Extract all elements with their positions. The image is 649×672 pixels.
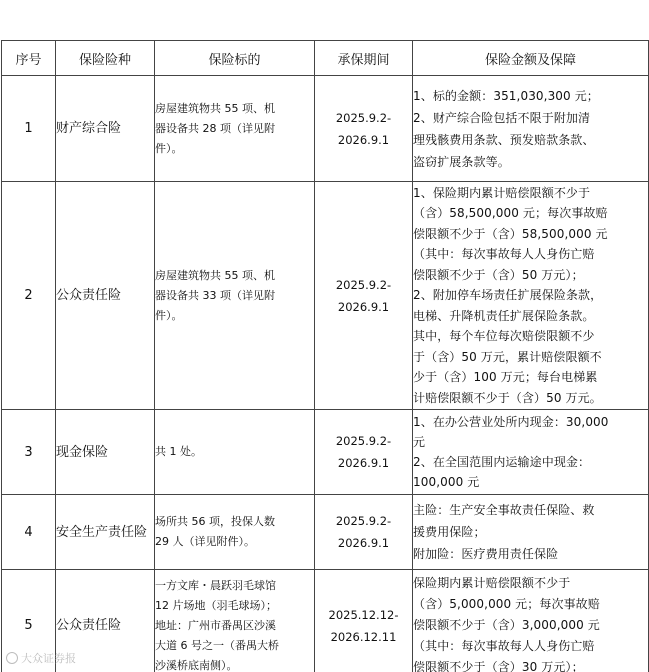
coverage-line: 计赔偿限额不少于（含）50 万元。 <box>413 390 602 405</box>
coverage-line: 少于（含）100 万元；每台电梯累 <box>413 370 598 385</box>
row-period <box>315 76 413 182</box>
period-end: 2026.9.1 <box>337 456 390 470</box>
header-period: 承保期间 <box>315 41 413 76</box>
row-index: 1 <box>2 76 56 182</box>
watermark <box>6 650 76 666</box>
row-subject <box>155 76 315 182</box>
coverage-line: 2、财产综合险包括不限于附加清 <box>413 110 591 125</box>
watermark-text: 大众证券报 <box>21 652 76 665</box>
row-coverage <box>413 410 649 495</box>
coverage-line: 其中，每个车位每次赔偿限额不少 <box>413 329 595 344</box>
subject-line: 29 人（详见附件）。 <box>155 535 255 548</box>
subject-line: 房屋建筑物共 55 项、机 <box>155 268 275 282</box>
coverage-line: 偿限额不少于（含）58,500,000 元 <box>413 226 608 241</box>
table-header-row <box>2 41 649 76</box>
row-coverage <box>413 76 649 182</box>
row-subject <box>155 182 315 410</box>
subject-line: 场所共 56 项，投保人数 <box>155 515 275 528</box>
coverage-line: 100,000 元 <box>413 475 480 489</box>
period-start: 2025.9.2- <box>335 434 392 448</box>
row-subject <box>155 570 315 672</box>
row-coverage <box>413 182 649 410</box>
row-index: 4 <box>2 495 56 570</box>
period-end: 2026.12.11 <box>330 629 397 644</box>
insurance-table <box>1 40 649 672</box>
table-row <box>2 182 649 410</box>
row-type: 财产综合险 <box>56 76 155 182</box>
period-end: 2026.9.1 <box>337 299 390 314</box>
row-type: 公众责任险 <box>56 182 155 410</box>
header-subject: 保险标的 <box>155 41 315 76</box>
period-start: 2025.9.2- <box>335 110 392 125</box>
coverage-line: 偿限额不少于（含）30 万元）； <box>413 660 584 672</box>
row-type: 现金保险 <box>56 410 155 495</box>
table-row <box>2 410 649 495</box>
period-start: 2025.9.2- <box>335 514 392 528</box>
subject-line: 大道 6 号之一（番禺大桥 <box>155 638 279 652</box>
coverage-line: 1、保险期内累计赔偿限额不少于 <box>413 185 591 200</box>
row-period <box>315 182 413 410</box>
row-type: 安全生产责任险 <box>56 495 155 570</box>
subject-line: 地址：广州市番禺区沙溪 <box>155 618 276 632</box>
row-type: 公众责任险 <box>56 570 155 672</box>
coverage-line: 偿限额不少于（含）3,000,000 元 <box>413 618 600 632</box>
subject-line: 件）。 <box>155 308 183 322</box>
coverage-line: 1、在办公营业处所内现金：30,000 <box>413 415 609 429</box>
period-end: 2026.9.1 <box>337 132 390 147</box>
coverage-line: （其中：每次事故每人人身伤亡赔 <box>413 247 595 262</box>
coverage-line: 1、标的金额：351,030,300 元； <box>413 88 599 103</box>
period-start: 2025.9.2- <box>335 277 392 292</box>
coverage-line: 理残骸费用条款、预发赔款条款、 <box>413 132 595 147</box>
subject-line: 共 1 处。 <box>155 445 202 458</box>
coverage-line: 盗窃扩展条款等。 <box>413 154 510 169</box>
subject-line: 器设备共 33 项（详见附 <box>155 288 275 302</box>
coverage-line: 主险：生产安全事故责任保险、救 <box>413 503 595 517</box>
row-subject <box>155 495 315 570</box>
coverage-line: 2、在全国范围内运输途中现金： <box>413 455 591 469</box>
subject-line: 件）。 <box>155 141 183 155</box>
row-index: 3 <box>2 410 56 495</box>
row-period <box>315 410 413 495</box>
subject-line: 12 片场地（羽毛球场）； <box>155 598 277 612</box>
table-row <box>2 76 649 182</box>
row-period <box>315 570 413 672</box>
coverage-line: 偿限额不少于（含）50 万元）； <box>413 267 584 282</box>
coverage-line: （含）5,000,000 元；每次事故赔 <box>413 597 600 611</box>
row-index: 5 <box>2 570 56 672</box>
header-type: 保险险种 <box>56 41 155 76</box>
coverage-line: 电梯、升降机责任扩展保险条款。 <box>413 308 595 323</box>
table-row <box>2 570 649 672</box>
coverage-line: 元 <box>413 435 426 449</box>
subject-line: 一方文库・晨跃羽毛球馆 <box>155 578 276 592</box>
circle-logo-icon <box>6 652 18 664</box>
coverage-line: 2、附加停车场责任扩展保险条款， <box>413 288 603 303</box>
coverage-line: （其中：每次事故每人人身伤亡赔 <box>413 639 595 653</box>
row-period <box>315 495 413 570</box>
coverage-line: 附加险：医疗费用责任保险 <box>413 547 559 561</box>
subject-line: 房屋建筑物共 55 项、机 <box>155 101 275 115</box>
row-index: 2 <box>2 182 56 410</box>
subject-line: 器设备共 28 项（详见附 <box>155 121 275 135</box>
coverage-line: （含）58,500,000 元；每次事故赔 <box>413 206 608 221</box>
period-start: 2025.12.12- <box>328 607 399 622</box>
subject-line: 沙溪桥底南侧）。 <box>155 658 238 672</box>
table-row <box>2 495 649 570</box>
coverage-line: 于（含）50 万元，累计赔偿限额不 <box>413 349 602 364</box>
header-coverage: 保险金额及保障 <box>413 41 649 76</box>
header-index: 序号 <box>2 41 56 76</box>
coverage-line: 援费用保险； <box>413 525 486 539</box>
row-coverage <box>413 570 649 672</box>
period-end: 2026.9.1 <box>337 536 390 550</box>
row-coverage <box>413 495 649 570</box>
row-subject <box>155 410 315 495</box>
coverage-line: 保险期内累计赔偿限额不少于 <box>413 576 571 590</box>
